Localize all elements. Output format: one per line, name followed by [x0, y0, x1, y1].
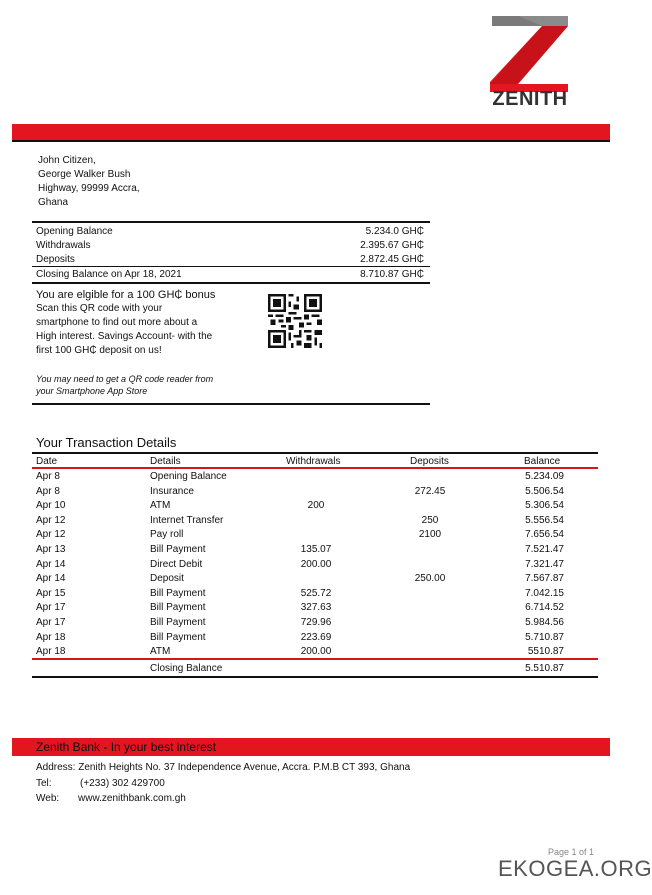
- cell-balance: 7.521.47: [525, 544, 564, 555]
- promo-note-line: You may need to get a QR code reader from: [36, 374, 214, 384]
- promo-line: High interest. Savings Account- with the: [36, 331, 213, 342]
- cell-balance: 7.321.47: [525, 558, 564, 570]
- cell-date: Apr 10: [36, 500, 66, 512]
- cell-balance: 7.042.15: [525, 587, 564, 599]
- cell-date: Apr 17: [36, 602, 66, 614]
- cell-withdrawal: 200.00: [300, 558, 332, 570]
- cell-details: Bill Payment: [150, 617, 206, 628]
- summary-value: 5.234.0 GH₵: [365, 226, 424, 237]
- footer-web-link[interactable]: www.zenithbank.com.gh: [78, 793, 186, 804]
- table-row: [0, 500, 632, 515]
- cell-details: Deposit: [150, 573, 184, 585]
- cell-deposit: 250.00: [414, 573, 446, 585]
- table-bottom-rule: [32, 676, 598, 678]
- cell-date: Apr 18: [36, 631, 66, 643]
- closing-balance-value: 5.510.87: [525, 663, 564, 674]
- cell-balance: 7.567.87: [525, 573, 564, 585]
- table-row: [0, 617, 632, 632]
- cell-balance: 5.556.54: [525, 514, 564, 526]
- table-bottom-red-rule: [32, 658, 598, 660]
- cell-balance: 7.656.54: [525, 529, 564, 541]
- table-row: [0, 486, 632, 501]
- table-row: [0, 588, 632, 603]
- summary-label: Closing Balance on Apr 18, 2021: [36, 269, 182, 280]
- cell-withdrawal: 729.96: [300, 617, 332, 628]
- footer-tel: (+233) 302 429700: [80, 778, 165, 789]
- summary-value: 2.395.67 GH₵: [360, 240, 424, 251]
- promo-line: first 100 GH₵ deposit on us!: [36, 345, 162, 356]
- cell-details: Bill Payment: [150, 544, 206, 555]
- cell-withdrawal: 200.00: [300, 646, 332, 658]
- cell-date: Apr 14: [36, 558, 66, 570]
- cell-details: Bill Payment: [150, 587, 206, 599]
- table-row: [0, 515, 632, 530]
- promo-note-line: your Smartphone App Store: [36, 386, 148, 396]
- cell-date: Apr 8: [36, 485, 60, 497]
- table-row: [0, 632, 632, 647]
- column-header-balance: Balance: [524, 456, 561, 467]
- table-row: [0, 573, 632, 588]
- summary-label: Withdrawals: [36, 240, 91, 251]
- promo-note: [36, 373, 256, 397]
- cell-details: Internet Transfer: [150, 514, 224, 526]
- summary-top-rule: [32, 221, 430, 223]
- cell-balance: 5.984.56: [525, 617, 564, 628]
- column-header-deposits: Deposits: [410, 456, 449, 467]
- promo-line: smartphone to find out more about a: [36, 317, 198, 328]
- address-line: Highway, 99999 Accra,: [38, 183, 140, 194]
- cell-details: ATM: [150, 646, 171, 658]
- footer-address: Address: Zenith Heights No. 37 Independence Avenue, Accra. P.M.B CT 393, Ghana: [36, 762, 411, 773]
- table-top-rule: [32, 452, 598, 454]
- cell-balance: 6.714.52: [525, 602, 564, 614]
- cell-deposit: 2100: [418, 529, 442, 541]
- cell-details: Direct Debit: [150, 558, 203, 570]
- address-line: George Walker Bush: [38, 169, 131, 180]
- table-row: [0, 544, 632, 559]
- summary-label: Deposits: [36, 254, 75, 265]
- cell-withdrawal: 327.63: [300, 602, 332, 614]
- transactions-title: Your Transaction Details: [36, 435, 177, 450]
- cell-date: Apr 17: [36, 617, 66, 628]
- table-row: [0, 471, 632, 486]
- cell-deposit: 272.45: [414, 485, 446, 497]
- summary-value: 8.710.87 GH₵: [360, 269, 424, 280]
- cell-date: Apr 8: [36, 471, 60, 482]
- header-rule: [12, 140, 610, 142]
- footer-bar: [12, 738, 610, 756]
- cell-date: Apr 12: [36, 514, 66, 526]
- cell-details: Insurance: [150, 485, 194, 497]
- cell-date: Apr 15: [36, 587, 66, 599]
- cell-balance: 5510.87: [527, 646, 564, 658]
- summary-mid-rule: [32, 266, 430, 267]
- table-row: [0, 602, 632, 617]
- table-row: [0, 559, 632, 574]
- summary-value: 2.872.45 GH₵: [360, 254, 424, 265]
- cell-withdrawal: 525.72: [300, 587, 332, 599]
- column-header-details: Details: [150, 456, 181, 467]
- cell-details: Pay roll: [150, 529, 184, 541]
- column-header-date: Date: [36, 456, 58, 467]
- summary-bottom-rule: [32, 282, 430, 284]
- cell-date: Apr 12: [36, 529, 66, 541]
- cell-withdrawal: 223.69: [300, 631, 332, 643]
- watermark-suffix: .ORG: [593, 856, 652, 881]
- address-line: Ghana: [38, 197, 69, 208]
- cell-details: Opening Balance: [150, 471, 227, 482]
- footer-tel-label: Tel:: [36, 778, 52, 789]
- promo-text: [36, 288, 236, 358]
- customer-name: John Citizen,: [38, 155, 96, 166]
- cell-details: Bill Payment: [150, 631, 206, 643]
- header-bar: [12, 124, 610, 140]
- watermark-main: EKOGEA: [498, 856, 594, 881]
- cell-balance: 5.306.54: [525, 500, 564, 512]
- page-number: Page 1 of 1: [548, 847, 595, 857]
- closing-balance-label: Closing Balance: [150, 663, 223, 674]
- cell-withdrawal: 135.07: [300, 544, 332, 555]
- cell-date: Apr 18: [36, 646, 66, 658]
- promo-bottom-rule: [32, 403, 430, 405]
- cell-deposit: 250: [421, 514, 439, 526]
- watermark: [498, 856, 652, 882]
- cell-balance: 5.506.54: [525, 485, 564, 497]
- cell-date: Apr 14: [36, 573, 66, 585]
- cell-details: ATM: [150, 500, 171, 512]
- summary-label: Opening Balance: [36, 226, 113, 237]
- footer-tagline: Zenith Bank - In your best interest: [36, 740, 217, 754]
- cell-date: Apr 13: [36, 544, 66, 555]
- column-header-withdrawals: Withdrawals: [286, 456, 341, 467]
- footer-web-label: Web:: [36, 793, 60, 804]
- cell-withdrawal: 200: [307, 500, 325, 512]
- promo-line: Scan this QR code with your: [36, 303, 163, 314]
- cell-balance: 5.710.87: [525, 631, 564, 643]
- cell-balance: 5.234.09: [525, 471, 564, 482]
- cell-details: Bill Payment: [150, 602, 206, 614]
- qr-code-icon[interactable]: [268, 294, 322, 348]
- logo-wordmark: ZENITH: [492, 88, 568, 110]
- table-row: [0, 529, 632, 544]
- promo-line: You are elgible for a 100 GH₵ bonus: [36, 289, 216, 301]
- table-header-red-rule: [32, 467, 598, 469]
